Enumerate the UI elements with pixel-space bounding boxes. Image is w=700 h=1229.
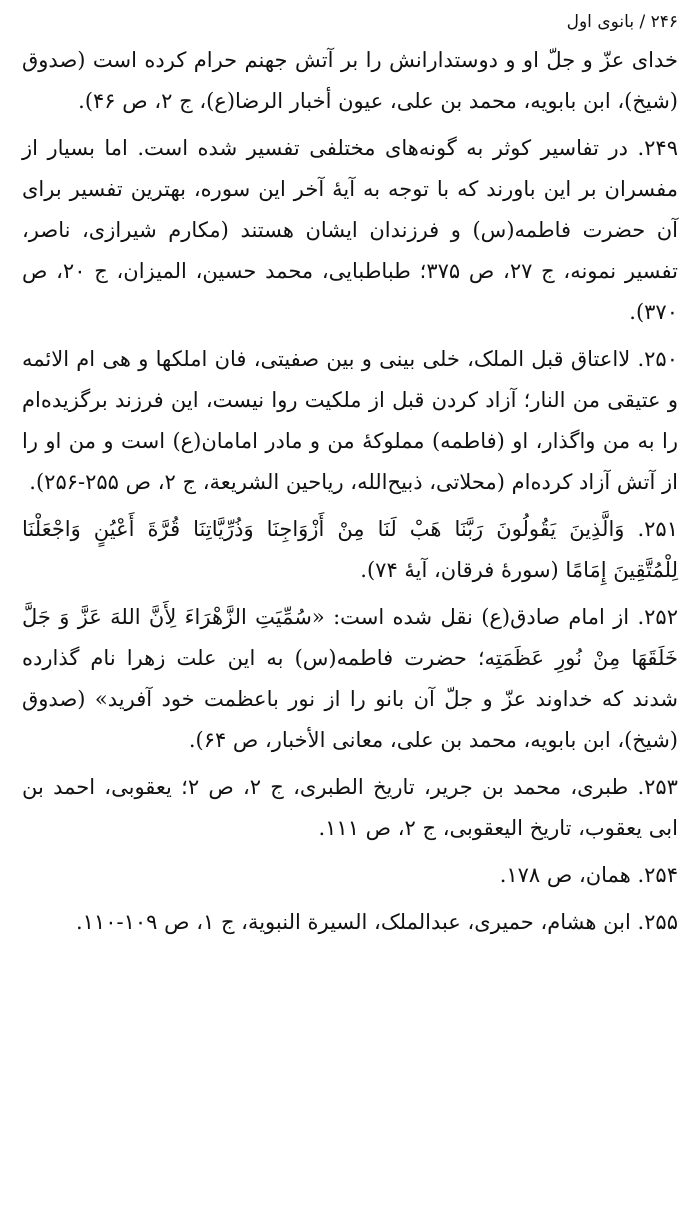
- footnote-251: [22, 509, 678, 591]
- footnote-253: [22, 767, 678, 849]
- footnote-number: ۲۵۱.: [637, 517, 678, 541]
- footnote-text: همان، ص ۱۷۸.: [499, 863, 631, 887]
- footnote-250: [22, 339, 678, 503]
- footnote-text: لااعتاق قبل الملک، خلی بینی و بین صفیتی، فان املکها و هی ام الائمه و عتیقی من النار؛ آزاد کردن قبل از ملکیت روا نیست، این فرزند برگزیده‌ام را به من واگذار، او (فاطمه) مملوکهٔ من و مادر امامان(ع) است و من او را از آتش آزاد کرده‌ام (محلاتی، ذبیح‌الله، ریاحین الشریعة، ج ۲، ص ۲۵۵-۲۵۶).: [22, 347, 678, 494]
- footnote-number: ۲۵۴.: [637, 863, 678, 887]
- footnote-number: ۲۵۵.: [637, 910, 678, 934]
- footnote-number: ۲۴۹.: [637, 136, 678, 160]
- footnote-continued: [22, 40, 678, 122]
- footnote-text: ابن هشام، حمیری، عبدالملک، السیرة النبویة، ج ۱، ص ۱۰۹-۱۱۰.: [75, 910, 631, 934]
- footnote-text: وَالَّذِینَ یَقُولُونَ رَبَّنَا هَبْ لَنَا مِنْ أَزْوَاجِنَا وَذُرِّیَّاتِنَا قُرَّةَ أَعْیُنٍ وَاجْعَلْنَا لِلْمُتَّقِینَ إِمَامًا (سورهٔ فرقان، آیهٔ ۷۴).: [22, 517, 678, 582]
- footnote-text: خدای عزّ و جلّ او و دوستدارانش را بر آتش جهنم حرام کرده است (صدوق (شیخ)، ابن بابویه، محمد بن علی، عیون أخبار الرضا(ع)، ج ۲، ص ۴۶).: [22, 48, 678, 113]
- running-header: ۲۴۶ / بانوی اول: [566, 12, 678, 32]
- footnote-249: [22, 128, 678, 333]
- footnote-255: [22, 902, 678, 943]
- footnote-number: ۲۵۲.: [637, 605, 678, 629]
- footnote-text: از امام صادق(ع) نقل شده است: «سُمِّیَتِ الزَّهْرَاءَ لِأَنَّ اللهَ عَزَّ وَ جَلَّ خَلَقَهَا مِنْ نُورِ عَظَمَتِه؛ حضرت فاطمه(س) به این علت زهرا نام گذارده شدند که خداوند عزّ و جلّ آن بانو را از نور باعظمت خود آفرید» (صدوق (شیخ)، ابن بابویه، محمد بن علی، معانی الأخبار، ص ۶۴).: [22, 605, 678, 752]
- footnote-252: [22, 597, 678, 761]
- footnote-text: در تفاسیر کوثر به گونه‌های مختلفی تفسیر شده است. اما بسیار از مفسران بر این باورند که با توجه به آیهٔ آخر این سوره، بهترین تفسیر برای آن حضرت فاطمه(س) و فرزندان ایشان هستند (مکارم شیرازی، ناصر، تفسیر نمونه، ج ۲۷، ص ۳۷۵؛ طباطبایی، محمد حسین، المیزان، ج ۲۰، ص ۳۷۰).: [22, 136, 679, 324]
- footnote-text: طبری، محمد بن جریر، تاریخ الطبری، ج ۲، ص ۲؛ یعقوبی، احمد بن ابی یعقوب، تاریخ الیعقوبی، ج ۲، ص ۱۱۱.: [22, 775, 678, 840]
- footnote-number: ۲۵۰.: [637, 347, 678, 371]
- footnote-254: [22, 855, 678, 896]
- footnotes: [22, 40, 678, 943]
- footnote-number: ۲۵۳.: [637, 775, 678, 799]
